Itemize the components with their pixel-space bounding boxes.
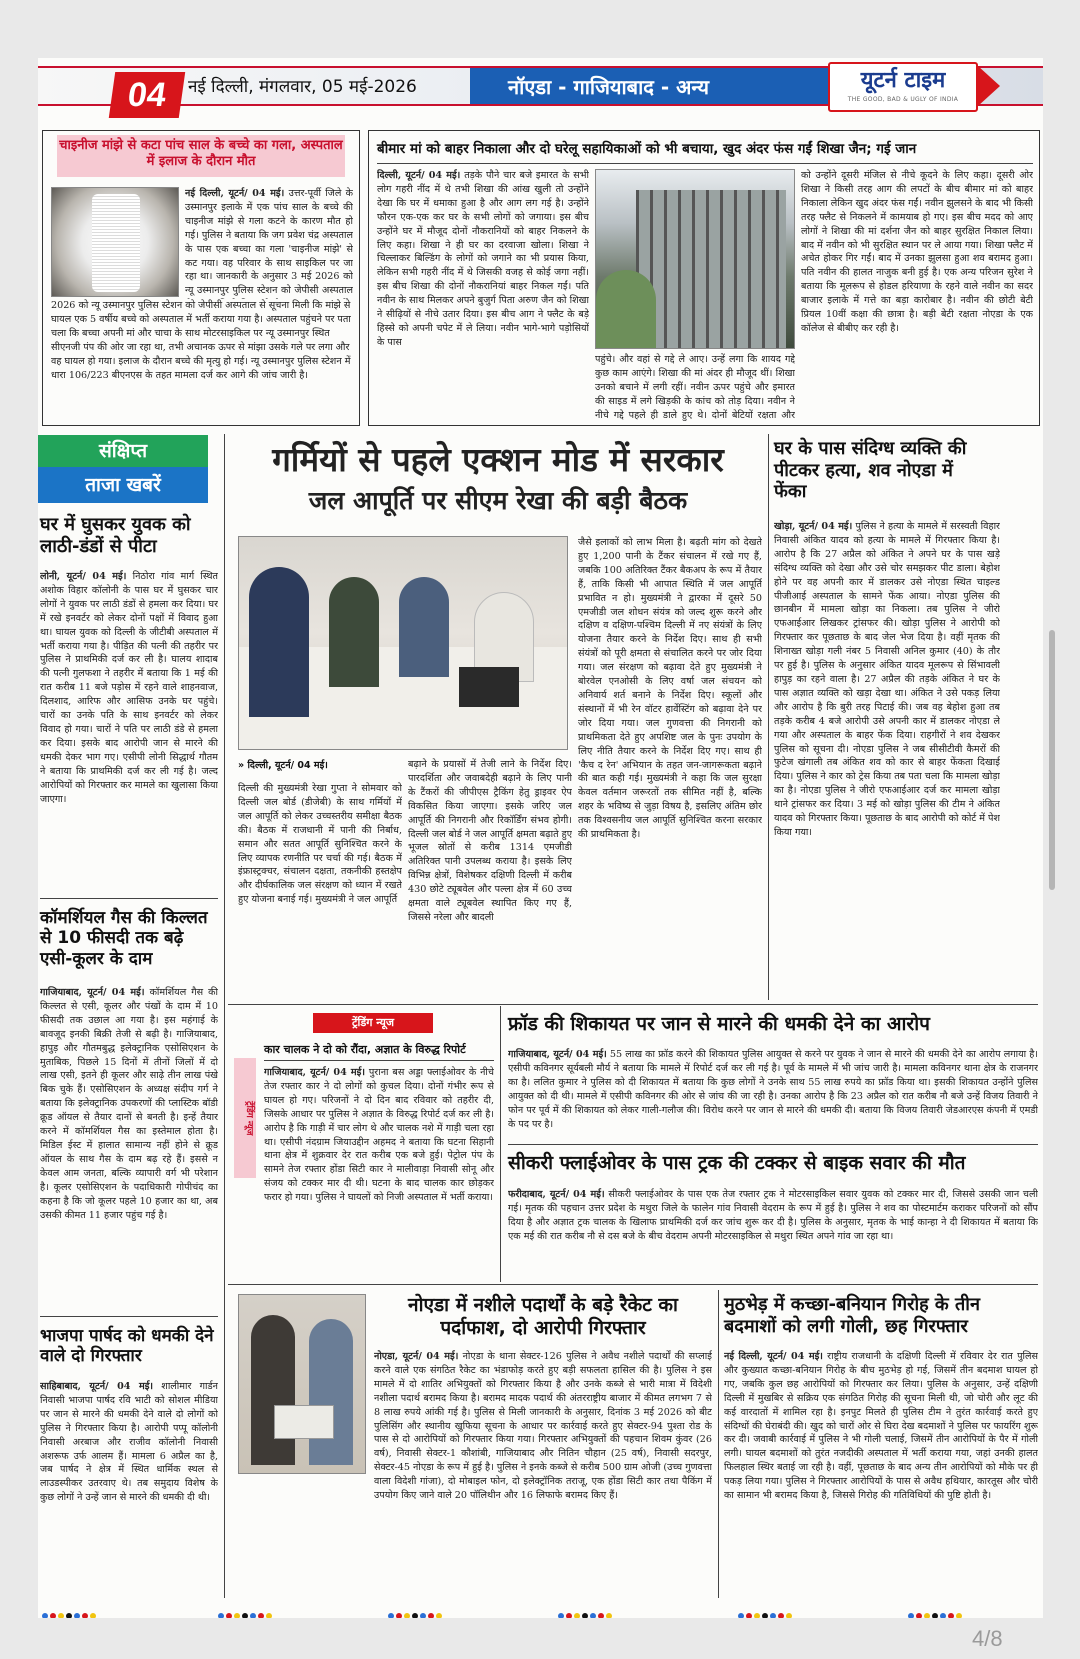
registration-dot [250, 1613, 256, 1618]
bjp-headline: भाजपा पार्षद को धमकी देने वाले दो गिरफ्तार [40, 1326, 214, 1367]
drugs-body-text: नोएडा के थाना सेक्टर-126 पुलिस ने अवैध नशीले पदार्थों की सप्लाई करने वाले एक संगठित रैकेट का भंडाफोड़ करते हुए बड़ी सफलता हासिल की है। पुलिस ने इस मामले में दो शातिर अभियुक्तों को गिरफ्तार किया है और उनके कब्जे से भारी मात्रा में विदेशी नशीला पदार्थ बरामद किया है। बरामद मादक पदार्थ की अंतरराष्ट्रीय बाजार में कीमत लगभग 7 से 8 लाख रुपये आंकी गई है। पुलिस से मिली जानकारी के अनुसार, दिनांक 3 मई 2026 को बीट पुलिसिंग और स्थानीय खुफिया सूचना के आधार पर कार्रवाई करते हुए सेक्टर-94 पुश्ता रोड के पास से दो आरोपियों को गिरफ्तार किया गया। गिरफ्तार अभियुक्तों की पहचान शिवम कुंवर (26 वर्ष), निवासी सेक्टर-1 कौशांबी, गाजियाबाद और नितिन चौहान (25 वर्ष), निवासी सदरपुर, सेक्टर-45 नोएडा के रूप में हुई है। पुलिस ने इनके कब्जे से करीब 500 ग्राम ओजी (उच्च गुणवत्ता वाला विदेशी गांजा), दो मोबाइल फोन, दो इलेक्ट्रॉनिक तराजू, एक होंडा सिटी कार तथा पैकिंग में उपयोग किए जाने वाले 20 पॉलिथीन और 16 लिफाफे बरामद किए हैं। [374, 1351, 712, 1502]
fraud-body-text: 55 लाख का फ्रॉड करने की शिकायत पुलिस आयुक्त से करने पर युवक ने जान से मारने की धमकी देने का आरोप लगाया है। एसीपी कविनगर सूर्यबली मौर्य ने बताया कि मामले में रिपोर्ट दर्ज कर ली गई है। पूर्व के मामले में भी जांच जारी है। मामला कविनगर थाना क्षेत्र के राजनगर का है। ललित कुमार ने पुलिस को दी शिकायत में बताया कि कुछ लोगों ने उनके साथ 55 लाख रुपये का फ्रॉड किया था। इसकी शिकायत उन्होंने पुलिस आयुक्त को दी थी। मामले में एसीपी कविनगर की ओर से जांच की जा रही है। उनका आरोप है कि 23 अप्रैल को रात करीब नौ बजे उन्हें विजय तिवारी ने फोन पर पूर्व में की शिकायत को लेकर गाली-गलौज की। विरोध करने पर जान से मारने की धमकी दी। बताया कि विजय तिवारी जेडआरएस कंपनी में एमडी के पद पर है। [508, 1049, 1038, 1130]
drugs-body [374, 1350, 712, 1598]
fraud-body [508, 1048, 1038, 1140]
seized-packet-image [274, 1405, 334, 1439]
registration-dot [234, 1613, 240, 1618]
divider [228, 1284, 1038, 1285]
thread-spool-image [92, 194, 140, 292]
sankshipt-label: संक्षिप्त [38, 435, 208, 467]
fire-column-3: को उन्होंने दूसरी मंजिल से नीचे कूदने के लिए कहा। दूसरी ओर शिखा ने किसी तरह आग की लपटों के बीच बीमार मां को बाहर निकाला लेकिन खुद अंदर फंस गईं। नवीन झुलसने के बाद भी किसी तरह फ्लैट से निकलने में कामयाब हो गए। इस बीच मदद को आए लोगों ने शिखा की मां दर्शना जैन को बाहर सुरक्षित निकाल लिया। बाद में नवीन को भी सुरक्षित स्थान पर ले आया गया। शिखा फ्लैट में अचेत होकर गिर गईं। बाद में उनका झुलसा हुआ शव बरामद हुआ। पति नवीन की हालत नाजुक बनी हुई है। एक अन्य परिजन सुरेश ने बताया कि मूलरूप से होडल हरियाणा के रहने वाले नवीन का सदर बाजार इलाके में गत्ते का बड़ा कारोबार है। नवीन की छोटी बेटी प्रियल 10वीं कक्षा की छात्रा है। बड़ी बेटी रक्षता नोएडा के एक कॉलेज से बीबीए कर रही है। [801, 170, 1033, 334]
suspect-dateline: खोड़ा, यूटर्न/ 04 मई। [774, 521, 853, 532]
accused-figure-image [251, 1315, 295, 1465]
registration-dot [738, 1613, 744, 1618]
fire-column-1 [377, 169, 589, 421]
registration-dot [762, 1613, 768, 1618]
registration-dot [746, 1613, 752, 1618]
registration-dot [90, 1613, 96, 1618]
registration-dot [66, 1613, 72, 1618]
registration-dots [388, 1604, 444, 1612]
laptop-image [459, 667, 519, 707]
registration-dot [786, 1613, 792, 1618]
trending-body [264, 1066, 494, 1276]
registration-dot [924, 1613, 930, 1618]
registration-dot [42, 1613, 48, 1618]
fire-body-1: तड़के पौने चार बजे इमारत के सभी लोग गहरी नींद में थे तभी शिखा की आंख खुली तो उन्होंने देखा कि घर में धमाका हुआ है और आग लग गई है। उन्होंने फौरन एक-एक कर घर के सभी लोगों को जगाया। इस बीच उन्होंने घर में मौजूद दोनों नौकरानियों को बाहर निकलने के लिए कहा। शिखा ने ही घर का दरवाजा खोला। शिखा ने चिल्लाकर बिल्डिंग के लोगों को जगाने का भी प्रयास किया, लेकिन सभी गहरी नींद में थे जिसकी वजह से कोई जगा नहीं। इस बीच शिखा की दोनों नौकरानियां बाहर निकल गईं। पति नवीन के साथ मिलकर अपने बुजुर्ग पिता अरुण जैन को शिखा ने सीढ़ियों से नीचे उतार दिया। इस बीच आग ने फ्लैट के बड़े हिस्से को अपनी चपेट में ले लिया। नवीन भागे-भागे पड़ोसियों के पास [377, 170, 589, 348]
registration-dot [754, 1613, 760, 1618]
suspect-body [774, 520, 1000, 1000]
gas-dateline: गाजियाबाद, यूटर्न/ 04 मई। [40, 987, 145, 998]
building-facade-image [636, 190, 786, 349]
registration-dot [420, 1613, 426, 1618]
encounter-body [724, 1350, 1038, 1598]
trending-side-tag: ट्रेंडिंग न्यूज [234, 1058, 256, 1178]
masthead [38, 58, 1043, 118]
section-title: नॉएडा - गाजियाबाद - अन्य [508, 75, 709, 99]
official-figure-image [329, 577, 379, 687]
trending-headline: कार चालक ने दो को रौंदा, अज्ञात के विरुद्ध रिपोर्ट [264, 1043, 466, 1056]
lathi-dateline: लोनी, यूटर्न/ 04 मई। [40, 571, 127, 582]
column-divider [224, 434, 225, 1598]
registration-dot [218, 1613, 224, 1618]
main-column-2: बढ़ाने के प्रयासों में तेजी लाने के निर्देश दिए। पारदर्शिता और जवाबदेही बढ़ाने के लिए पानी के टैंकरों की जीपीएस ट्रैकिंग हेतु ड्राइवर ऐप विकसित किया जाएगा। इसके जरिए जल आपूर्ति की निगरानी और रिकॉर्डिंग संभव होगी। दिल्ली जल बोर्ड ने जल आपूर्ति क्षमता बढ़ाते हुए भूजल स्रोतों से करीब 1314 एमजीडी अतिरिक्त पानी उपलब्ध कराया है। इसके लिए विभिन्न क्षेत्रों, विशेषकर दक्षिणी दिल्ली में करीब 430 छोटे ट्यूबवेल और पल्ला क्षेत्र में 60 उच्च क्षमता वाले ट्यूबवेल स्थापित किए गए हैं, जिससे नरेला और बादली [408, 759, 572, 923]
article-fire [368, 130, 1040, 426]
main-subheadline: जल आपूर्ति पर सीएम रेखा की बड़ी बैठक [308, 486, 688, 515]
registration-dot [940, 1613, 946, 1618]
registration-dot [226, 1613, 232, 1618]
registration-dot [428, 1613, 434, 1618]
lathi-body [40, 570, 218, 894]
logo-tagline: THE GOOD, BAD & UGLY OF INDIA [847, 96, 959, 103]
manjha-body: उत्तर-पूर्वी जिले के उस्मानपुर इलाके में एक पांच साल के बच्चे की चाइनीज मांझे से गला कटने के कारण मौत हो गई। पुलिस ने बताया कि जग प्रवेश चंद्र अस्पताल के पास एक बच्चा का गला 'चाइनीज मांझे' से कट गया। वह परिवार के साथ साइकिल पर जा रहा था। जानकारी के अनुसार 3 मई 2026 को न्यू उस्मानपुर पुलिस स्टेशन को जेपीसी अस्पताल [185, 188, 353, 297]
registration-dots [218, 1604, 274, 1612]
bjp-dateline: साहिबाबाद, यूटर्न/ 04 मई। [40, 1381, 154, 1392]
manjha-photo [51, 187, 179, 297]
trending-body-text: पुराना बस अड्डा फ्लाईओवर के नीचे तेज रफ्तार कार ने दो लोगों को कुचल दिया। दोनों गंभीर रूप से घायल हो गए। परिजनों ने दो दिन बाद रविवार को तहरीर दी, जिसके आधार पर पुलिस ने अज्ञात के विरुद्ध रिपोर्ट दर्ज कर ली है। आरोप है कि गाड़ी में चार लोग थे और चालक नशे में गाड़ी चला रहा था। एसीपी नंदग्राम जियाउद्दीन अहमद ने बताया कि घटना सिहानी थाना क्षेत्र में शुक्रवार देर रात करीब एक बजे हुई। पेट्रोल पंप के सामने तेज रफ्तार होंडा सिटी कार ने मालीवाड़ा निवासी सोनू और संजय को टक्कर मार दी थी। घटना के बाद चालक कार छोड़कर फरार हो गया। पुलिस ने घायलों को निजी अस्पताल में भर्ती कराया। [264, 1067, 494, 1204]
divider [228, 1004, 1038, 1005]
scrollbar[interactable] [1049, 630, 1055, 890]
taja-khabre-label: ताजा खबरें [38, 467, 208, 503]
registration-dot [574, 1613, 580, 1618]
registration-dot [948, 1613, 954, 1618]
registration-dot [258, 1613, 264, 1618]
fraud-dateline: गाजियाबाद, यूटर्न/ 04 मई। [508, 1049, 607, 1060]
registration-dot [412, 1613, 418, 1618]
column-divider [500, 1006, 501, 1282]
logo-arrow-icon [978, 66, 1000, 106]
registration-dot [436, 1613, 442, 1618]
divider [40, 1316, 218, 1317]
page-number: 04 [109, 72, 185, 118]
registration-dot [932, 1613, 938, 1618]
trending-dateline: गाजियाबाद, यूटर्न/ 04 मई। [264, 1067, 365, 1078]
sikri-dateline: फरीदाबाद, यूटर्न/ 04 मई। [508, 1189, 605, 1200]
fire-building-photo [595, 169, 795, 349]
sikri-headline: सीकरी फ्लाईओवर के पास ट्रक की टक्कर से बाइक सवार की मौत [508, 1152, 966, 1174]
bjp-body-text: शालीमार गार्डन निवासी भाजपा पार्षद रवि भाटी को सोशल मीडिया पर जान से मारने की धमकी देने वाले दो लोगों को पुलिस ने गिरफ्तार किया है। आरोपी पप्पू कॉलोनी निवासी अरबाज और राजीव कॉलोनी निवासी अशरूफ उर्फ आलम हैं। मामला 6 अप्रैल का है, जब पार्षद ने क्षेत्र में स्थित धार्मिक स्थल से लाउडस्पीकर उतरवाए थे। तब समुदाय विशेष के कुछ लोगों ने उन्हें जान से मारने की धमकी दी थी। [40, 1381, 218, 1504]
registration-dot [582, 1613, 588, 1618]
divider [508, 1144, 1038, 1145]
lathi-headline: घर में घुसकर युवक को लाठी-डंडों से पीटा [40, 514, 191, 557]
manjha-body-continued: 2026 को न्यू उस्मानपुर पुलिस स्टेशन को जेपीसी अस्पताल से सूचना मिली कि मांझे से घायल एक 5 वर्षीय बच्चे को अस्पताल में भर्ती कराया गया है। अस्पताल पहुंचने पर पता चला कि बच्चा अपनी मां और चाचा के साथ मोटरसाइकिल पर न्यू उस्मानपुर स्थित सीएनजी पंप की ओर जा रहा था, तभी अचानक ऊपर से मांझा उसके गले पर लगा और वह घायल हो गया। इलाज के दौरान बच्चे की मृत्यु हो गई। न्यू उस्मानपुर पुलिस स्टेशन में धारा 106/223 बीएनएस के तहत मामला दर्ज कर आगे की जांच जारी है। [51, 300, 351, 381]
sikri-body [508, 1188, 1038, 1280]
official-figure-image [249, 567, 309, 717]
newspaper-page [38, 58, 1043, 1618]
main-column-1: दिल्ली की मुख्यमंत्री रेखा गुप्ता ने सोमवार को दिल्ली जल बोर्ड (डीजेबी) के साथ गर्मियों में जल आपूर्ति को लेकर उच्चस्तरीय समीक्षा बैठक की। बैठक में राजधानी में पानी की निर्बाध, समान और सतत आपूर्ति सुनिश्चित करने के लिए व्यापक रणनीति पर चर्चा की गई। बैठक में इंफ्रास्ट्रक्चर, संचालन दक्षता, तकनीकी हस्तक्षेप और दीर्घकालिक जल संरक्षण को ध्यान में रखते हुए योजना बनाई गई। मुख्यमंत्री ने जल आपूर्ति [238, 783, 402, 906]
registration-dots [908, 1604, 964, 1612]
meeting-photo [238, 536, 568, 750]
registration-dot [58, 1613, 64, 1618]
official-figure-image [399, 577, 449, 677]
lathi-body-text: निठोरा गांव मार्ग स्थित अशोक विहार कॉलोनी के पास घर में घुसकर चार लोगों ने युवक पर लाठी डंडों से हमला कर दिया। घर में रखे इनवर्टर को लेकर दोनों पक्षों में विवाद हुआ था। घायल युवक को दिल्ली के जीटीबी अस्पताल में भर्ती कराया गया है। पीड़ित की पत्नी की तहरीर पर पुलिस ने प्राथमिकी दर्ज कर ली है। घालय शादाब की पत्नी गुलफशा ने तहरीर में बताया कि 1 मई की रात करीब 11 बजे पड़ोस में रहने वाले शाहनवाज, दिलशाद, आरिफ और आसिफ उनके घर पहुंचे। चारों का उनके पति के साथ इनवर्टर को लेकर विवाद हो गया। चारों ने पति पर लाठी डंडे से हमला कर दिया। इसके बाद आरोपी जान से मारने की धमकी देकर भाग गए। एसीपी लोनी सिद्धार्थ गौतम ने बताया कि प्राथमिकी दर्ज कर ली गई है। जल्द आरोपियों को गिरफ्तार कर मामले का खुलासा किया जाएगा। [40, 571, 218, 805]
encounter-dateline: नई दिल्ली, यूटर्न/ 04 मई। [724, 1351, 823, 1362]
suspect-headline: घर के पास संदिग्ध व्यक्ति की पीटकर हत्या, शव नोएडा में फेंका [774, 438, 967, 503]
registration-dot [404, 1613, 410, 1618]
encounter-body-text: राष्ट्रीय राजधानी के दक्षिणी दिल्ली में रविवार देर रात पुलिस और कुख्यात कच्छा-बनियान गिरोह के बीच मुठभेड़ हो गई, जिसमें तीन बदमाश घायल हो गए, जबकि कुल छह आरोपियों को गिरफ्तार कर लिया। पुलिस के अनुसार, उन्हें दक्षिणी दिल्ली में मुखबिर से सक्रिय एक संगठित गिरोह की सूचना मिली थी, जो चोरी और लूट की कई वारदातों में शामिल रहा है। इनपुट मिलते ही पुलिस टीम ने तुरंत कार्रवाई करते हुए संदिग्धों की घेराबंदी की। खुद को चारों ओर से घिरा देख बदमाशों ने पुलिस पर फायरिंग शुरू कर दी। जवाबी कार्रवाई में पुलिस ने भी गोली चलाई, जिसमें तीन आरोपियों के पैर में गोली लगी। घायल बदमाशों को तुरंत नजदीकी अस्पताल में भर्ती कराया गया, जहां उनकी हालत फिलहाल स्थिर बताई जा रही है। वहीं, पूछताछ के बाद अन्य तीन आरोपियों को मौके पर ही पकड़ लिया गया। पुलिस ने गिरफ्तार आरोपियों के पास से अवैध हथियार, कारतूस और चोरी का सामान भी बरामद किया है, जिससे गिरोह की गतिविधियों की पुष्टि होती है। [724, 1351, 1038, 1502]
drugs-dateline: नोएडा, यूटर्न/ 04 मई। [374, 1351, 459, 1362]
manjha-body-continuation [51, 299, 353, 421]
drugs-headline: नोएडा में नशीले पदार्थों के बड़े रैकेट का पर्दाफाश, दो आरोपी गिरफ्तार [408, 1294, 678, 1339]
main-column-3: जैसे इलाकों को लाभ मिला है। बढ़ती मांग को देखते हुए 1,200 पानी के टैंकर संचालन में रखे गए हैं, जबकि 100 अतिरिक्त टैंकर बैकअप के रूप में तैयार हैं, ताकि किसी भी आपात स्थिति में जल आपूर्ति प्रभावित न हो। मुख्यमंत्री ने द्वारका में दूसरे 50 एमजीडी जल शोधन संयंत्र को जल्द शुरू करने और दक्षिण व दक्षिण-पश्चिम दिल्ली में नए संयंत्रों के लिए योजना तैयार करने के निर्देश दिए। साथ ही सभी संयंत्रों को पूरी क्षमता से संचालित करने पर जोर दिया गया। जल संरक्षण को बढ़ावा देते हुए मुख्यमंत्री ने बोरवेल एनओसी के लिए वर्षा जल संचयन को अनिवार्य शर्त बनाने के निर्देश दिए। स्कूलों और संस्थानों में भी रेन वॉटर हार्वेस्टिंग को बढ़ावा देने पर जोर दिया गया। जल गुणवत्ता की निगरानी को प्राथमिकता देते हुए अपशिष्ट जल के पुनः उपयोग के लिए नीति तैयार करने के निर्देश दिए गए। साथ ही 'कैच द रेन' अभियान के तहत जन-जागरूकता बढ़ाने की बात कही गई। मुख्यमंत्री ने कहा कि जल सुरक्षा केवल वर्तमान जरूरतों तक सीमित नहीं है, बल्कि शहर के भविष्य से जुड़ा विषय है, इसलिए अंतिम छोर तक विश्वसनीय जल आपूर्ति सुनिश्चित करना सरकार की प्राथमिकता है। [578, 537, 762, 841]
arrested-accused-photo [238, 1294, 366, 1474]
encounter-headline: मुठभेड़ में कच्छा-बनियान गिरोह के तीन बदमाशों को लगी गोली, छह गिरफ्तार [724, 1294, 980, 1337]
manjha-dateline: नई दिल्ली, यूटर्न/ 04 मई। [185, 188, 285, 199]
registration-dot [396, 1613, 402, 1618]
article-manjha [42, 130, 360, 426]
registration-dot [770, 1613, 776, 1618]
registration-dot [916, 1613, 922, 1618]
registration-dot [590, 1613, 596, 1618]
column-divider [768, 434, 769, 1000]
headline-rule [377, 163, 1033, 164]
registration-dots [738, 1604, 794, 1612]
issue-dateline: नई दिल्ली, मंगलवार, 05 मई-2026 [188, 77, 417, 97]
tree-image [596, 270, 656, 349]
manjha-body-top [185, 187, 353, 299]
registration-dot [74, 1613, 80, 1618]
logo-text: यूटर्न टाइम [860, 67, 946, 93]
registration-dot [778, 1613, 784, 1618]
suspect-body-text: पुलिस ने हत्या के मामले में सरस्वती विहार निवासी अंकित यादव को हत्या के मामले में गिरफ्तार किया है। आरोप है कि 27 अप्रैल को अंकित ने अपने घर के पास खड़े संदिग्ध व्यक्ति को देखा और उसे चोर समझकर पीट डाला। बेहोश होने पर वह अपनी कार में डालकर उसे नोएडा स्थित चाइल्ड पीजीआई अस्पताल के सामने फेंक आया। नोएडा पुलिस की छानबीन में मामला खोड़ा का निकला। तब पुलिस ने जीरो एफआईआर लिखकर ट्रांसफर की। खोड़ा पुलिस ने आरोपी को गिरफ्तार कर पूछताछ के बाद जेल भेज दिया है। वहीं मृतक की शिनाख्त खोड़ा गली नंबर 5 निवासी अनिल कुमार (40) के तौर पर हुई है। पुलिस के अनुसार अंकित यादव मूलरूप से सिंभावली हापुड़ का रहने वाला है। 27 अप्रैल की तड़के अंकित ने घर के पास अज्ञात व्यक्ति को खड़ा देखा था। अंकित ने उसे पकड़ लिया और आरोप है कि बुरी तरह पिटाई की। जब वह बेहोश हुआ तब तड़के करीब 4 बजे आरोपी उसे अपनी कार में डालकर नोएडा ले गया और अस्पताल के बाहर फेंक दिया। राहगीरों ने शव देखकर पुलिस को सूचना दी। नोएडा पुलिस ने जब सीसीटीवी कैमरों की फुटेज खंगाली तब अंकित शव को कार से बाहर फेंकता दिखाई दिया। पुलिस ने कार को ट्रेस किया तब पता चला कि मामला खोड़ा का है। नोएडा पुलिस ने जीरो एफआईआर दर्ज कर मामला खोड़ा थाने ट्रांसफर कर दिया। 3 मई को खोड़ा पुलिस की टीम ने अंकित यादव को गिरफ्तार किया। पूछताछ के बाद आरोपी को कोर्ट में पेश किया गया। [774, 521, 1000, 838]
sikri-body-text: सीकरी फ्लाईओवर के पास एक तेज रफ्तार ट्रक ने मोटरसाइकिल सवार युवक को टक्कर मार दी, जिससे उसकी जान चली गई। मृतक की पहचान उत्तर प्रदेश के मथुरा जिले के फालेन गांव निवासी वेदराम के रूप में हुई है। पुलिस ने शव का पोस्टमार्टम कराकर परिजनों को सौंप दिया है और अज्ञात ट्रक चालक के खिलाफ प्राथमिकी दर्ज कर जांच शुरू कर दी है। पुलिस के अनुसार, मृतक के भाई कान्हा ने दी शिकायत में बताया कि एक मई की रात करीब नौ से दस बजे के बीच वेदराम अपनी मोटरसाइकिल से मथुरा स्थित अपने गांव जा रहा था। [508, 1189, 1038, 1242]
bjp-body [40, 1380, 218, 1598]
registration-dot [606, 1613, 612, 1618]
fire-headline: बीमार मां को बाहर निकाला और दो घरेलू सहायिकाओं को भी बचाया, खुद अंदर फंस गईं शिखा जैन; गई जान [377, 141, 917, 157]
registration-dot [82, 1613, 88, 1618]
registration-dots [42, 1604, 98, 1612]
divider [40, 898, 218, 899]
registration-dot [242, 1613, 248, 1618]
column-divider [718, 1290, 719, 1598]
trending-tag: ट्रेंडिंग न्यूज [313, 1013, 433, 1033]
accused-figure-image [309, 1319, 353, 1465]
registration-dot [566, 1613, 572, 1618]
registration-dot [558, 1613, 564, 1618]
fraud-headline: फ्रॉड की शिकायत पर जान से मारने की धमकी देने का आरोप [508, 1013, 930, 1035]
registration-dot [908, 1613, 914, 1618]
registration-dot [50, 1613, 56, 1618]
newspaper-logo [828, 62, 978, 112]
manjha-headline: चाइनीज मांझे से कटा पांच साल के बच्चे का गला, अस्पताल में इलाज के दौरान मौत [59, 138, 343, 169]
photo-caption: » दिल्ली, यूटर्न/ 04 मई। [238, 760, 328, 771]
main-headline: गर्मियों से पहले एक्शन मोड में सरकार [272, 440, 724, 479]
fire-column-2: पहुंचे। और वहां से गद्दे ले आए। उन्हें लगा कि शायद गद्दे कुछ काम आएंगे। शिखा की मां अंदर ही मौजूद थीं। शिखा उनको बचाने में लगी रहीं। नवीन ऊपर पहुंचे और इमारत की साइड में लगे खिड़की के कांच को तोड़ दिया। नवीन ने नीचे गद्दे पहले ही डाले हुए थे। दोनों बेटियों रक्षता और [595, 354, 795, 421]
gas-headline: कॉमर्शियल गैस की किल्लत से 10 फीसदी तक बढ़े एसी-कूलर के दाम [40, 908, 208, 969]
divider [264, 1060, 494, 1061]
fire-dateline: दिल्ली, यूटर्न/ 04 मई। [377, 170, 461, 181]
registration-dots [558, 1604, 614, 1612]
gas-body-text: कॉमर्शियल गैस की किल्लत से एसी, कूलर और पंखों के दाम में 10 फीसदी तक उछाल आ गया है। इस महंगाई के बावजूद इनकी बिक्री तेजी से बढ़ी है। गाजियाबाद, हापुड़ और गौतमबुद्ध इलेक्ट्रानिक एसोसिएशन के मुताबिक, पिछले 15 दिनों में तीनों जिलों में दो लाख एसी, इतने ही कूलर और साढ़े तीन लाख पंखे बिक चुके हैं। एसोसिएशन के अध्यक्ष संदीप गर्ग ने बताया कि इलेक्ट्रानिक उपकरणों की प्लास्टिक बॉडी क्रूड ऑयल से तैयार दानों से बनती है। इन्हें तैयार करने में कॉमर्शियल गैस का इस्तेमाल होता है। मिडिल ईस्ट में हालात सामान्य नहीं होने से क्रूड ऑयल के साथ गैस के दाम बढ़ रहे हैं। इससे न केवल आम जनता, बल्कि व्यापारी वर्ग भी परेशान है। कूलर एसोसिएशन के पदाधिकारी गोपीचंद का कहना है कि जो कूलर पहले 10 हजार का था, अब उसकी कीमत 11 हजार पहुंच गई है। [40, 987, 218, 1221]
page-indicator: 4/8 [972, 1626, 1003, 1651]
registration-dot [956, 1613, 962, 1618]
gas-body [40, 986, 218, 1312]
registration-dot [266, 1613, 272, 1618]
registration-dot [388, 1613, 394, 1618]
registration-dot [598, 1613, 604, 1618]
